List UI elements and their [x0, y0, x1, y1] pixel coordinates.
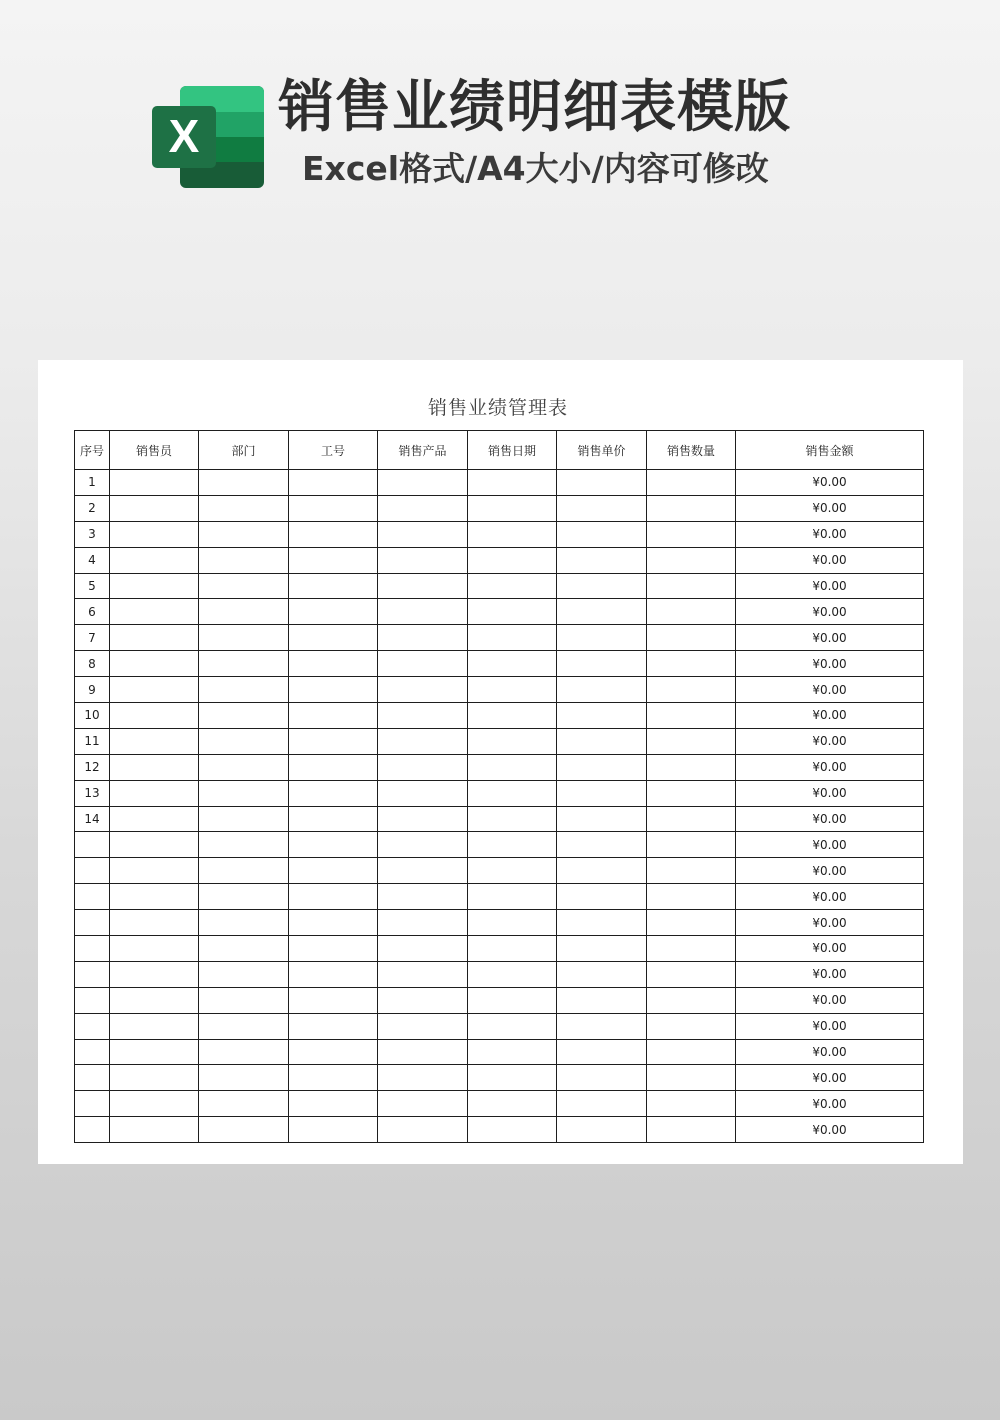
cell-seq[interactable]: 13 [75, 780, 110, 806]
cell-employee-id[interactable] [289, 728, 378, 754]
cell-employee-id[interactable] [289, 625, 378, 651]
table-row [75, 495, 924, 521]
cell-quantity[interactable] [647, 677, 736, 703]
cell-date[interactable] [468, 884, 557, 910]
cell-date[interactable] [468, 728, 557, 754]
cell-department[interactable] [199, 573, 289, 599]
table-row [75, 677, 924, 703]
cell-employee-id[interactable] [289, 936, 378, 962]
cell-amount[interactable]: ¥0.00 [736, 987, 924, 1013]
cell-amount[interactable]: ¥0.00 [736, 599, 924, 625]
cell-salesperson[interactable] [110, 987, 199, 1013]
cell-salesperson[interactable] [110, 521, 199, 547]
cell-product[interactable] [378, 495, 468, 521]
cell-unit-price[interactable] [557, 599, 647, 625]
cell-department[interactable] [199, 1039, 289, 1065]
cell-date[interactable] [468, 625, 557, 651]
cell-department[interactable] [199, 547, 289, 573]
cell-employee-id[interactable] [289, 1013, 378, 1039]
cell-department[interactable] [199, 884, 289, 910]
cell-salesperson[interactable] [110, 495, 199, 521]
cell-seq[interactable]: 8 [75, 651, 110, 677]
table-row [75, 1117, 924, 1143]
cell-employee-id[interactable] [289, 1039, 378, 1065]
cell-employee-id[interactable] [289, 703, 378, 729]
cell-employee-id[interactable] [289, 884, 378, 910]
cell-seq[interactable] [75, 1013, 110, 1039]
template-banner [0, 0, 1000, 220]
cell-department[interactable] [199, 858, 289, 884]
cell-quantity[interactable] [647, 651, 736, 677]
cell-date[interactable] [468, 754, 557, 780]
cell-product[interactable] [378, 910, 468, 936]
cell-salesperson[interactable] [110, 573, 199, 599]
cell-seq[interactable] [75, 1065, 110, 1091]
cell-unit-price[interactable] [557, 780, 647, 806]
cell-date[interactable] [468, 1065, 557, 1091]
cell-department[interactable] [199, 1091, 289, 1117]
cell-department[interactable] [199, 1117, 289, 1143]
cell-product[interactable] [378, 780, 468, 806]
cell-date[interactable] [468, 806, 557, 832]
cell-unit-price[interactable] [557, 936, 647, 962]
cell-seq[interactable]: 9 [75, 677, 110, 703]
cell-employee-id[interactable] [289, 521, 378, 547]
cell-seq[interactable]: 12 [75, 754, 110, 780]
cell-seq[interactable]: 7 [75, 625, 110, 651]
cell-seq[interactable] [75, 858, 110, 884]
cell-amount[interactable]: ¥0.00 [736, 651, 924, 677]
cell-date[interactable] [468, 858, 557, 884]
cell-unit-price[interactable] [557, 728, 647, 754]
cell-date[interactable] [468, 780, 557, 806]
cell-department[interactable] [199, 1065, 289, 1091]
cell-amount[interactable]: ¥0.00 [736, 884, 924, 910]
table-row [75, 547, 924, 573]
cell-salesperson[interactable] [110, 961, 199, 987]
table-row [75, 703, 924, 729]
cell-product[interactable] [378, 677, 468, 703]
cell-date[interactable] [468, 961, 557, 987]
cell-employee-id[interactable] [289, 987, 378, 1013]
cell-employee-id[interactable] [289, 677, 378, 703]
sales-performance-table [74, 430, 924, 1143]
cell-date[interactable] [468, 599, 557, 625]
cell-salesperson[interactable] [110, 677, 199, 703]
cell-salesperson[interactable] [110, 728, 199, 754]
cell-department[interactable] [199, 495, 289, 521]
cell-quantity[interactable] [647, 1117, 736, 1143]
table-row [75, 1091, 924, 1117]
cell-seq[interactable] [75, 1091, 110, 1117]
cell-seq[interactable] [75, 884, 110, 910]
cell-unit-price[interactable] [557, 495, 647, 521]
cell-product[interactable] [378, 521, 468, 547]
excel-logo-letter: X [168, 110, 200, 162]
cell-department[interactable] [199, 651, 289, 677]
cell-unit-price[interactable] [557, 1039, 647, 1065]
cell-product[interactable] [378, 1013, 468, 1039]
cell-seq[interactable] [75, 832, 110, 858]
cell-salesperson[interactable] [110, 1091, 199, 1117]
table-row [75, 987, 924, 1013]
cell-date[interactable] [468, 1039, 557, 1065]
cell-product[interactable] [378, 806, 468, 832]
cell-date[interactable] [468, 987, 557, 1013]
table-row [75, 936, 924, 962]
table-row [75, 573, 924, 599]
cell-amount[interactable]: ¥0.00 [736, 1091, 924, 1117]
cell-quantity[interactable] [647, 703, 736, 729]
cell-quantity[interactable] [647, 780, 736, 806]
cell-quantity[interactable] [647, 754, 736, 780]
cell-employee-id[interactable] [289, 470, 378, 496]
cell-product[interactable] [378, 884, 468, 910]
cell-employee-id[interactable] [289, 754, 378, 780]
cell-salesperson[interactable] [110, 1039, 199, 1065]
cell-product[interactable] [378, 599, 468, 625]
cell-seq[interactable] [75, 987, 110, 1013]
cell-product[interactable] [378, 625, 468, 651]
cell-salesperson[interactable] [110, 1065, 199, 1091]
cell-unit-price[interactable] [557, 651, 647, 677]
cell-salesperson[interactable] [110, 470, 199, 496]
cell-product[interactable] [378, 1039, 468, 1065]
cell-quantity[interactable] [647, 728, 736, 754]
cell-unit-price[interactable] [557, 884, 647, 910]
cell-department[interactable] [199, 910, 289, 936]
cell-department[interactable] [199, 780, 289, 806]
table-header-row [75, 431, 924, 470]
cell-amount[interactable]: ¥0.00 [736, 521, 924, 547]
cell-salesperson[interactable] [110, 858, 199, 884]
cell-date[interactable] [468, 495, 557, 521]
cell-salesperson[interactable] [110, 806, 199, 832]
cell-date[interactable] [468, 703, 557, 729]
cell-employee-id[interactable] [289, 573, 378, 599]
cell-amount[interactable]: ¥0.00 [736, 470, 924, 496]
header-unit-price: 销售单价 [557, 431, 647, 470]
cell-date[interactable] [468, 470, 557, 496]
cell-amount[interactable]: ¥0.00 [736, 936, 924, 962]
cell-date[interactable] [468, 651, 557, 677]
cell-employee-id[interactable] [289, 547, 378, 573]
cell-unit-price[interactable] [557, 547, 647, 573]
cell-amount[interactable]: ¥0.00 [736, 832, 924, 858]
cell-quantity[interactable] [647, 910, 736, 936]
cell-employee-id[interactable] [289, 599, 378, 625]
cell-seq[interactable]: 14 [75, 806, 110, 832]
cell-salesperson[interactable] [110, 547, 199, 573]
cell-product[interactable] [378, 703, 468, 729]
cell-department[interactable] [199, 754, 289, 780]
cell-amount[interactable]: ¥0.00 [736, 728, 924, 754]
cell-employee-id[interactable] [289, 806, 378, 832]
cell-seq[interactable]: 3 [75, 521, 110, 547]
cell-product[interactable] [378, 987, 468, 1013]
cell-unit-price[interactable] [557, 573, 647, 599]
cell-unit-price[interactable] [557, 703, 647, 729]
cell-unit-price[interactable] [557, 1091, 647, 1117]
cell-salesperson[interactable] [110, 910, 199, 936]
cell-seq[interactable] [75, 961, 110, 987]
cell-quantity[interactable] [647, 1013, 736, 1039]
cell-seq[interactable]: 6 [75, 599, 110, 625]
cell-date[interactable] [468, 832, 557, 858]
cell-unit-price[interactable] [557, 521, 647, 547]
cell-quantity[interactable] [647, 573, 736, 599]
header-department: 部门 [199, 431, 289, 470]
cell-quantity[interactable] [647, 806, 736, 832]
cell-product[interactable] [378, 832, 468, 858]
cell-quantity[interactable] [647, 987, 736, 1013]
cell-unit-price[interactable] [557, 754, 647, 780]
table-row [75, 625, 924, 651]
cell-amount[interactable]: ¥0.00 [736, 1039, 924, 1065]
table-row [75, 651, 924, 677]
cell-seq[interactable] [75, 1039, 110, 1065]
excel-icon [152, 86, 264, 188]
cell-product[interactable] [378, 936, 468, 962]
cell-employee-id[interactable] [289, 780, 378, 806]
cell-employee-id[interactable] [289, 910, 378, 936]
header-employee-id: 工号 [289, 431, 378, 470]
cell-date[interactable] [468, 1117, 557, 1143]
cell-quantity[interactable] [647, 961, 736, 987]
cell-amount[interactable]: ¥0.00 [736, 858, 924, 884]
cell-unit-price[interactable] [557, 1013, 647, 1039]
cell-date[interactable] [468, 1091, 557, 1117]
cell-salesperson[interactable] [110, 832, 199, 858]
cell-product[interactable] [378, 1117, 468, 1143]
cell-quantity[interactable] [647, 521, 736, 547]
cell-amount[interactable]: ¥0.00 [736, 1117, 924, 1143]
header-quantity: 销售数量 [647, 431, 736, 470]
table-row [75, 521, 924, 547]
cell-amount[interactable]: ¥0.00 [736, 573, 924, 599]
cell-product[interactable] [378, 1065, 468, 1091]
cell-amount[interactable]: ¥0.00 [736, 1065, 924, 1091]
cell-department[interactable] [199, 961, 289, 987]
cell-date[interactable] [468, 910, 557, 936]
cell-amount[interactable]: ¥0.00 [736, 677, 924, 703]
cell-date[interactable] [468, 521, 557, 547]
cell-unit-price[interactable] [557, 961, 647, 987]
cell-department[interactable] [199, 470, 289, 496]
table-row [75, 728, 924, 754]
cell-employee-id[interactable] [289, 1117, 378, 1143]
cell-product[interactable] [378, 728, 468, 754]
header-seq: 序号 [75, 431, 110, 470]
cell-amount[interactable]: ¥0.00 [736, 754, 924, 780]
cell-salesperson[interactable] [110, 1013, 199, 1039]
cell-amount[interactable]: ¥0.00 [736, 806, 924, 832]
cell-employee-id[interactable] [289, 832, 378, 858]
cell-seq[interactable]: 4 [75, 547, 110, 573]
cell-seq[interactable]: 11 [75, 728, 110, 754]
cell-seq[interactable]: 5 [75, 573, 110, 599]
cell-quantity[interactable] [647, 599, 736, 625]
cell-salesperson[interactable] [110, 599, 199, 625]
header-salesperson: 销售员 [110, 431, 199, 470]
cell-quantity[interactable] [647, 1091, 736, 1117]
cell-quantity[interactable] [647, 547, 736, 573]
cell-unit-price[interactable] [557, 987, 647, 1013]
cell-employee-id[interactable] [289, 1091, 378, 1117]
cell-salesperson[interactable] [110, 754, 199, 780]
cell-department[interactable] [199, 1013, 289, 1039]
table-row [75, 599, 924, 625]
cell-seq[interactable] [75, 910, 110, 936]
table-row [75, 754, 924, 780]
cell-department[interactable] [199, 806, 289, 832]
spreadsheet-page [38, 360, 963, 1164]
cell-quantity[interactable] [647, 936, 736, 962]
table-row [75, 884, 924, 910]
banner-subtitle: Excel格式/A4大小/内容可修改 [302, 149, 769, 188]
header-date: 销售日期 [468, 431, 557, 470]
cell-department[interactable] [199, 677, 289, 703]
cell-quantity[interactable] [647, 832, 736, 858]
cell-amount[interactable]: ¥0.00 [736, 910, 924, 936]
cell-department[interactable] [199, 625, 289, 651]
cell-employee-id[interactable] [289, 651, 378, 677]
cell-unit-price[interactable] [557, 677, 647, 703]
cell-quantity[interactable] [647, 470, 736, 496]
cell-amount[interactable]: ¥0.00 [736, 780, 924, 806]
cell-salesperson[interactable] [110, 936, 199, 962]
table-body [75, 470, 924, 1143]
cell-product[interactable] [378, 754, 468, 780]
table-row [75, 832, 924, 858]
cell-salesperson[interactable] [110, 651, 199, 677]
cell-employee-id[interactable] [289, 1065, 378, 1091]
header-product: 销售产品 [378, 431, 468, 470]
cell-employee-id[interactable] [289, 961, 378, 987]
cell-unit-price[interactable] [557, 806, 647, 832]
cell-amount[interactable]: ¥0.00 [736, 1013, 924, 1039]
cell-seq[interactable]: 2 [75, 495, 110, 521]
table-row [75, 1065, 924, 1091]
cell-quantity[interactable] [647, 625, 736, 651]
cell-product[interactable] [378, 858, 468, 884]
cell-unit-price[interactable] [557, 910, 647, 936]
cell-seq[interactable] [75, 1117, 110, 1143]
table-row [75, 806, 924, 832]
cell-quantity[interactable] [647, 1039, 736, 1065]
cell-product[interactable] [378, 651, 468, 677]
cell-quantity[interactable] [647, 495, 736, 521]
table-row [75, 910, 924, 936]
cell-unit-price[interactable] [557, 625, 647, 651]
cell-employee-id[interactable] [289, 858, 378, 884]
cell-quantity[interactable] [647, 1065, 736, 1091]
cell-salesperson[interactable] [110, 703, 199, 729]
cell-amount[interactable]: ¥0.00 [736, 495, 924, 521]
cell-amount[interactable]: ¥0.00 [736, 625, 924, 651]
cell-department[interactable] [199, 599, 289, 625]
cell-quantity[interactable] [647, 884, 736, 910]
table-row [75, 470, 924, 496]
cell-seq[interactable]: 10 [75, 703, 110, 729]
cell-salesperson[interactable] [110, 1117, 199, 1143]
cell-date[interactable] [468, 547, 557, 573]
table-row [75, 858, 924, 884]
cell-unit-price[interactable] [557, 1065, 647, 1091]
cell-product[interactable] [378, 547, 468, 573]
cell-salesperson[interactable] [110, 884, 199, 910]
cell-department[interactable] [199, 987, 289, 1013]
cell-amount[interactable]: ¥0.00 [736, 547, 924, 573]
cell-product[interactable] [378, 961, 468, 987]
cell-department[interactable] [199, 832, 289, 858]
cell-product[interactable] [378, 1091, 468, 1117]
table-row [75, 780, 924, 806]
cell-amount[interactable]: ¥0.00 [736, 961, 924, 987]
cell-unit-price[interactable] [557, 832, 647, 858]
cell-date[interactable] [468, 677, 557, 703]
cell-seq[interactable] [75, 936, 110, 962]
cell-product[interactable] [378, 573, 468, 599]
cell-unit-price[interactable] [557, 858, 647, 884]
cell-department[interactable] [199, 728, 289, 754]
cell-seq[interactable]: 1 [75, 470, 110, 496]
cell-department[interactable] [199, 521, 289, 547]
cell-salesperson[interactable] [110, 625, 199, 651]
cell-product[interactable] [378, 470, 468, 496]
cell-date[interactable] [468, 573, 557, 599]
cell-employee-id[interactable] [289, 495, 378, 521]
cell-department[interactable] [199, 703, 289, 729]
table-row [75, 961, 924, 987]
cell-date[interactable] [468, 936, 557, 962]
cell-unit-price[interactable] [557, 1117, 647, 1143]
banner-title: 销售业绩明细表模版 [278, 75, 791, 140]
table-row [75, 1013, 924, 1039]
cell-date[interactable] [468, 1013, 557, 1039]
cell-unit-price[interactable] [557, 470, 647, 496]
cell-salesperson[interactable] [110, 780, 199, 806]
cell-quantity[interactable] [647, 858, 736, 884]
cell-department[interactable] [199, 936, 289, 962]
header-amount: 销售金额 [736, 431, 924, 470]
table-row [75, 1039, 924, 1065]
sheet-title: 销售业绩管理表 [427, 397, 568, 419]
cell-amount[interactable]: ¥0.00 [736, 703, 924, 729]
